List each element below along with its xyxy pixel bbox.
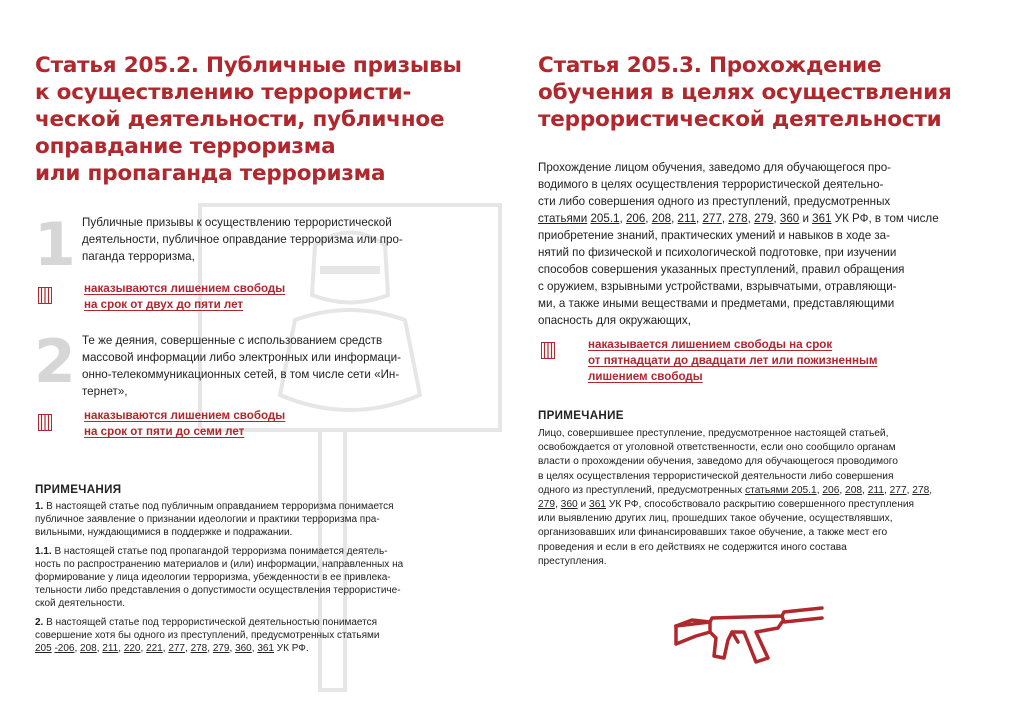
article-link[interactable]: 361: [812, 212, 832, 225]
note-label: 1.: [35, 501, 44, 512]
note-line: преступления.: [538, 555, 607, 567]
note-1-1: [35, 545, 480, 611]
article-link[interactable]: 205.1: [590, 212, 620, 225]
text-line: приобретение знаний, практических умений и навыков в ходе за-: [538, 229, 890, 242]
part1-text: [82, 214, 482, 265]
note-line: тельности либо представления о допустимости осуществления террористиче-: [35, 585, 401, 597]
penalty-line: на срок от пяти до семи лет: [84, 425, 245, 438]
part2-penalty: [84, 408, 285, 440]
article-link[interactable]: 277: [702, 212, 722, 225]
note-line: формирование у лица идеологии терроризма, убежденности в ее привлека-: [35, 572, 391, 584]
note-line: освобождается от уголовной ответственности, если оно сообщило органам: [538, 442, 896, 454]
note-label: 1.1.: [35, 545, 52, 557]
note-line: проведения и если в его действиях не содержится иного состава: [538, 541, 847, 553]
text-line: нятий по физической и психологической подготовке, при изучении: [538, 246, 897, 259]
left-notes: [35, 500, 480, 660]
part-number-1: 1: [34, 210, 76, 280]
part1-penalty: [84, 281, 285, 313]
article-link[interactable]: 278: [190, 643, 208, 655]
article-link[interactable]: статьями 205.1: [745, 484, 817, 496]
note-line: или выявлению других лиц, прошедших такое обучение, осуществлявших,: [538, 513, 893, 525]
part2-text: [82, 332, 482, 400]
text-line: Прохождение лицом обучения, заведомо для обучающегося про-: [538, 161, 891, 174]
article-link[interactable]: 279: [212, 643, 230, 655]
article-link[interactable]: 208: [80, 643, 97, 655]
article-link[interactable]: 360: [235, 643, 252, 655]
article-link[interactable]: 211: [102, 643, 119, 655]
article-link[interactable]: 278: [728, 212, 748, 225]
note-line: ность по распространению материалов и (или) информации, направленных на: [35, 558, 404, 570]
article-link[interactable]: 208: [651, 212, 672, 225]
text-line: деятельности, публичное оправдание терроризма или про-: [82, 233, 403, 246]
note-line: совершение хотя бы одного из преступлений, предусмотренных статьями: [35, 629, 380, 641]
prison-bars-icon: [38, 414, 52, 431]
note-line: ской деятельности.: [35, 598, 125, 610]
right-note-heading: ПРИМЕЧАНИЕ: [538, 409, 624, 422]
prison-bars-icon: [38, 287, 52, 304]
note-line: организовавших или финансировавших такое обучение, а также мест его: [538, 527, 888, 539]
right-note: [538, 427, 998, 569]
left-notes-heading: ПРИМЕЧАНИЯ: [35, 483, 122, 496]
penalty-line: наказываются лишением свободы: [84, 409, 286, 422]
right-article-text: [538, 159, 988, 329]
note-label: 2.: [35, 616, 44, 628]
prison-bars-icon: [541, 342, 555, 359]
penalty-line: на срок от двух до пяти лет: [84, 298, 244, 311]
note-1: [35, 500, 480, 540]
text-line: опасность для окружающих,: [538, 314, 691, 327]
note-line: В настоящей статье под террористической деятельностью понимается: [46, 616, 378, 628]
article-link[interactable]: 206: [822, 484, 840, 496]
text-line: онно-телекоммуникационных сетей, в том числе сети «Ин-: [82, 368, 400, 381]
title-line: к осуществлению террористи-: [35, 80, 412, 105]
text-line: паганда терроризма,: [82, 250, 195, 263]
note-2: 2. В настоящей статье под террористической деятельностью понимается совершение хотя бы одного из преступлений, предусмотренных статьями 205 -206, 208, 211, 220, 221, 277, 278, 279, 360, 361 УК РФ.: [35, 616, 380, 655]
article-link[interactable]: 221: [146, 643, 163, 655]
left-article-title: [35, 52, 475, 187]
penalty-line: от пятнадцати до двадцати лет или пожизненным: [588, 354, 878, 367]
article-link[interactable]: 361: [257, 643, 274, 655]
article-link[interactable]: 360: [779, 212, 800, 225]
part-number-2: 2: [34, 327, 76, 397]
title-line: или пропаганда терроризма: [35, 161, 386, 186]
article-link[interactable]: 278: [912, 484, 930, 496]
text-line: массовой информации либо электронных или информаци-: [82, 351, 401, 364]
article-link[interactable]: 205: [35, 643, 52, 655]
note-line: публичное заявление о признании идеологии и практики терроризма пра-: [35, 514, 380, 526]
text-line: с оружием, взрывными устройствами, взрывчатыми, отравляющи-: [538, 280, 897, 293]
article-link[interactable]: 211: [867, 484, 884, 496]
penalty-line: наказывается лишением свободы на срок: [588, 338, 833, 351]
article-link[interactable]: 277: [168, 643, 185, 655]
title-line: Статья 205.3. Прохождение: [538, 53, 882, 78]
note-line: вильными, нуждающимися в поддержке и подражании.: [35, 527, 293, 539]
refs-prefix[interactable]: статьями: [538, 212, 588, 225]
right-article-title: [538, 52, 988, 133]
text-line: ми, а также иными веществами и предметами, представляющими: [538, 297, 895, 310]
title-line: оправдание терроризма: [35, 134, 336, 159]
note-line: В настоящей статье под пропагандой терроризма понимается деятель-: [54, 545, 388, 557]
article-link[interactable]: 211: [677, 212, 697, 225]
penalty-line: лишением свободы: [588, 370, 703, 383]
text-line: Те же деяния, совершенные с использованием средств: [82, 334, 383, 347]
text-line: водимого в целях осуществления террористической деятельно-: [538, 178, 884, 191]
article-link[interactable]: 279: [538, 499, 555, 511]
article-link[interactable]: 277: [889, 484, 907, 496]
refs-line: 279, 360 и 361 УК РФ, способствовало раскрытию совершенного преступления: [538, 499, 915, 511]
title-line: ческой деятельности, публичное: [35, 107, 445, 132]
article-link[interactable]: 360: [560, 499, 578, 511]
refs-line: одного из преступлений, предусмотренных статьями 205.1, 206, 208, 211, 277, 278,: [538, 484, 933, 496]
title-line: Статья 205.2. Публичные призывы: [35, 53, 462, 78]
note-line: в целях осуществления террористической деятельности либо совершения: [538, 470, 894, 482]
text-line: способов совершения указанных преступлений, правил обращения: [538, 263, 905, 276]
note-line: В настоящей статье под публичным оправданием терроризма понимается: [46, 501, 394, 512]
article-link[interactable]: 208: [845, 484, 863, 496]
article-link[interactable]: 206: [625, 212, 646, 225]
refs-tail: УК РФ, в том числе: [834, 212, 939, 225]
text-line: Публичные призывы к осуществлению террористической: [82, 216, 392, 229]
note-tail: УК РФ.: [276, 643, 309, 655]
note-line: одного из преступлений, предусмотренных: [538, 484, 743, 496]
article-link[interactable]: 361: [589, 499, 607, 511]
text-line: тернет»,: [82, 385, 128, 398]
note-line: Лицо, совершившее преступление, предусмотренное настоящей статьей,: [538, 428, 889, 439]
article-link[interactable]: 220: [123, 643, 141, 655]
article-link[interactable]: -206: [54, 643, 75, 655]
refs-tail: УК РФ, способствовало раскрытию совершенного преступления: [608, 499, 915, 511]
right-penalty: [588, 337, 877, 385]
refs-line: статьями 205.1, 206, 208, 211, 277, 278, 279, 360 и 361 УК РФ, в том числе: [538, 212, 939, 225]
rifle-icon: [672, 596, 827, 668]
note-line: власти о прохождении обучения, заведомо для обучающегося проводимого: [538, 456, 898, 468]
title-line: обучения в целях осуществления: [538, 80, 952, 105]
article-link[interactable]: 279: [754, 212, 774, 225]
title-line: террористической деятельности: [538, 107, 942, 132]
penalty-line: наказываются лишением свободы: [84, 282, 286, 295]
text-line: сти либо совершения одного из преступлений, предусмотренных: [538, 195, 891, 208]
